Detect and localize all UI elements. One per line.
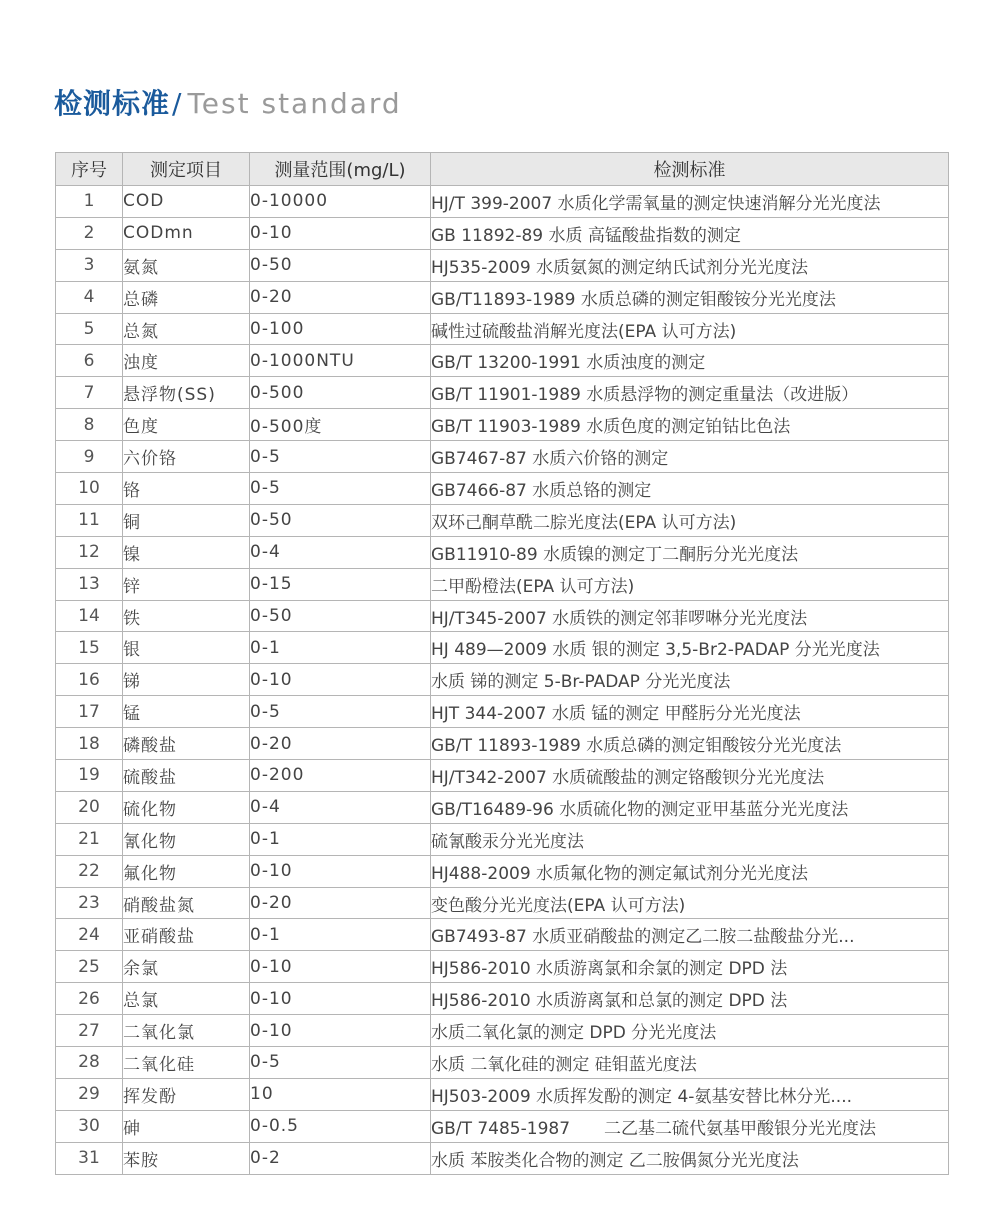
- table-row: [56, 760, 949, 792]
- row-method: 水质二氧化氯的测定 DPD 分光光度法: [431, 1015, 949, 1047]
- row-method: GB/T 11901-1989 水质悬浮物的测定重量法（改进版）: [431, 377, 949, 409]
- table-row: [56, 632, 949, 664]
- table-row: [56, 855, 949, 887]
- row-index: 1: [56, 186, 123, 218]
- table-row: [56, 791, 949, 823]
- row-item: 硫酸盐: [123, 760, 250, 792]
- row-method: 水质 苯胺类化合物的测定 乙二胺偶氮分光光度法: [431, 1142, 949, 1174]
- row-item: 色度: [123, 409, 250, 441]
- table-header-row: [56, 153, 949, 186]
- header-index: 序号: [56, 153, 123, 186]
- row-index: 30: [56, 1110, 123, 1142]
- table-row: [56, 504, 949, 536]
- row-method: HJ/T345-2007 水质铁的测定邻菲啰啉分光光度法: [431, 600, 949, 632]
- row-item: CODmn: [123, 217, 250, 249]
- row-range: 0-2: [250, 1142, 431, 1174]
- row-item: 锑: [123, 664, 250, 696]
- header-range: 测量范围(mg/L): [250, 153, 431, 186]
- table-row: [56, 377, 949, 409]
- table-row: [56, 728, 949, 760]
- row-index: 10: [56, 473, 123, 505]
- row-index: 4: [56, 281, 123, 313]
- row-range: 0-4: [250, 536, 431, 568]
- row-method: HJ/T 399-2007 水质化学需氧量的测定快速消解分光光度法: [431, 186, 949, 218]
- row-method: 双环己酮草酰二腙光度法(EPA 认可方法): [431, 504, 949, 536]
- table-row: [56, 249, 949, 281]
- row-method: GB 11892-89 水质 高锰酸盐指数的测定: [431, 217, 949, 249]
- row-index: 13: [56, 568, 123, 600]
- row-item: 银: [123, 632, 250, 664]
- row-item: 氨氮: [123, 249, 250, 281]
- row-method: GB7467-87 水质六价铬的测定: [431, 441, 949, 473]
- row-item: 二氧化氯: [123, 1015, 250, 1047]
- row-range: 0-1: [250, 823, 431, 855]
- table-row: [56, 186, 949, 218]
- test-standard-table: [55, 152, 949, 1175]
- heading-english: Test standard: [187, 87, 402, 120]
- row-range: 0-10: [250, 1015, 431, 1047]
- row-item: 余氯: [123, 951, 250, 983]
- row-range: 0-50: [250, 600, 431, 632]
- table-row: [56, 919, 949, 951]
- row-index: 5: [56, 313, 123, 345]
- row-range: 0-10: [250, 664, 431, 696]
- row-item: 铜: [123, 504, 250, 536]
- row-method: GB/T16489-96 水质硫化物的测定亚甲基蓝分光光度法: [431, 791, 949, 823]
- row-index: 9: [56, 441, 123, 473]
- row-range: 0-10: [250, 855, 431, 887]
- table-body: [56, 186, 949, 1175]
- row-index: 14: [56, 600, 123, 632]
- row-item: 总氮: [123, 313, 250, 345]
- table-row: [56, 951, 949, 983]
- row-item: 亚硝酸盐: [123, 919, 250, 951]
- row-range: 0-5: [250, 696, 431, 728]
- row-index: 7: [56, 377, 123, 409]
- row-range: 0-5: [250, 473, 431, 505]
- row-item: 六价铬: [123, 441, 250, 473]
- table-row: [56, 823, 949, 855]
- row-range: 0-50: [250, 249, 431, 281]
- row-method: 硫氰酸汞分光光度法: [431, 823, 949, 855]
- table-row: [56, 1078, 949, 1110]
- row-range: 0-20: [250, 887, 431, 919]
- row-item: 锰: [123, 696, 250, 728]
- row-method: 二甲酚橙法(EPA 认可方法): [431, 568, 949, 600]
- table-row: [56, 887, 949, 919]
- row-item: 氟化物: [123, 855, 250, 887]
- row-index: 15: [56, 632, 123, 664]
- table-row: [56, 664, 949, 696]
- row-item: 磷酸盐: [123, 728, 250, 760]
- row-method: GB7493-87 水质亚硝酸盐的测定乙二胺二盐酸盐分光...: [431, 919, 949, 951]
- row-item: 挥发酚: [123, 1078, 250, 1110]
- row-range: 0-10: [250, 951, 431, 983]
- row-item: 铬: [123, 473, 250, 505]
- row-item: 铁: [123, 600, 250, 632]
- page-heading: [54, 82, 402, 122]
- row-index: 12: [56, 536, 123, 568]
- row-range: 0-10: [250, 217, 431, 249]
- row-method: 变色酸分光光度法(EPA 认可方法): [431, 887, 949, 919]
- header-method: 检测标准: [431, 153, 949, 186]
- row-item: 悬浮物(SS): [123, 377, 250, 409]
- row-range: 0-50: [250, 504, 431, 536]
- row-method: GB11910-89 水质镍的测定丁二酮肟分光光度法: [431, 536, 949, 568]
- row-index: 23: [56, 887, 123, 919]
- row-range: 0-0.5: [250, 1110, 431, 1142]
- header-item: 测定项目: [123, 153, 250, 186]
- row-index: 22: [56, 855, 123, 887]
- table-row: [56, 409, 949, 441]
- row-range: 0-5: [250, 1047, 431, 1079]
- row-range: 0-4: [250, 791, 431, 823]
- row-index: 21: [56, 823, 123, 855]
- heading-slash: /: [172, 87, 182, 120]
- table-row: [56, 1047, 949, 1079]
- row-item: 总氯: [123, 983, 250, 1015]
- row-index: 26: [56, 983, 123, 1015]
- row-index: 28: [56, 1047, 123, 1079]
- table-row: [56, 1142, 949, 1174]
- row-method: GB/T 13200-1991 水质浊度的测定: [431, 345, 949, 377]
- row-index: 25: [56, 951, 123, 983]
- table-row: [56, 217, 949, 249]
- table-row: [56, 983, 949, 1015]
- row-item: 总磷: [123, 281, 250, 313]
- row-method: HJT 344-2007 水质 锰的测定 甲醛肟分光光度法: [431, 696, 949, 728]
- row-index: 3: [56, 249, 123, 281]
- row-method: GB/T 11893-1989 水质总磷的测定钼酸铵分光光度法: [431, 728, 949, 760]
- row-item: 硝酸盐氮: [123, 887, 250, 919]
- row-method: HJ586-2010 水质游离氯和余氯的测定 DPD 法: [431, 951, 949, 983]
- row-range: 0-500: [250, 377, 431, 409]
- row-method: 水质 锑的测定 5-Br-PADAP 分光光度法: [431, 664, 949, 696]
- row-method: HJ 489—2009 水质 银的测定 3,5-Br2-PADAP 分光光度法: [431, 632, 949, 664]
- row-range: 0-20: [250, 728, 431, 760]
- table-row: [56, 345, 949, 377]
- row-index: 19: [56, 760, 123, 792]
- table-row: [56, 281, 949, 313]
- row-method: HJ488-2009 水质氟化物的测定氟试剂分光光度法: [431, 855, 949, 887]
- table-row: [56, 441, 949, 473]
- table-row: [56, 600, 949, 632]
- row-index: 29: [56, 1078, 123, 1110]
- row-range: 0-10000: [250, 186, 431, 218]
- row-range: 0-100: [250, 313, 431, 345]
- row-item: 镍: [123, 536, 250, 568]
- row-range: 0-10: [250, 983, 431, 1015]
- table-row: [56, 568, 949, 600]
- row-range: 0-5: [250, 441, 431, 473]
- row-method: GB/T 7485-1987 二乙基二硫代氨基甲酸银分光光度法: [431, 1110, 949, 1142]
- row-range: 0-1000NTU: [250, 345, 431, 377]
- row-index: 6: [56, 345, 123, 377]
- row-range: 0-1: [250, 919, 431, 951]
- row-index: 8: [56, 409, 123, 441]
- row-method: GB7466-87 水质总铬的测定: [431, 473, 949, 505]
- table-row: [56, 1110, 949, 1142]
- row-method: HJ535-2009 水质氨氮的测定纳氏试剂分光光度法: [431, 249, 949, 281]
- row-item: 锌: [123, 568, 250, 600]
- table-row: [56, 1015, 949, 1047]
- row-index: 24: [56, 919, 123, 951]
- row-index: 27: [56, 1015, 123, 1047]
- row-method: 水质 二氧化硅的测定 硅钼蓝光度法: [431, 1047, 949, 1079]
- row-index: 11: [56, 504, 123, 536]
- row-range: 0-15: [250, 568, 431, 600]
- row-item: 砷: [123, 1110, 250, 1142]
- row-range: 0-500度: [250, 409, 431, 441]
- row-method: GB/T11893-1989 水质总磷的测定钼酸铵分光光度法: [431, 281, 949, 313]
- row-index: 31: [56, 1142, 123, 1174]
- row-method: 碱性过硫酸盐消解光度法(EPA 认可方法): [431, 313, 949, 345]
- table-row: [56, 313, 949, 345]
- row-method: GB/T 11903-1989 水质色度的测定铂钴比色法: [431, 409, 949, 441]
- row-item: 二氧化硅: [123, 1047, 250, 1079]
- row-index: 18: [56, 728, 123, 760]
- table-row: [56, 696, 949, 728]
- row-range: 10: [250, 1078, 431, 1110]
- row-range: 0-20: [250, 281, 431, 313]
- row-item: 硫化物: [123, 791, 250, 823]
- row-item: 氰化物: [123, 823, 250, 855]
- row-index: 16: [56, 664, 123, 696]
- row-index: 20: [56, 791, 123, 823]
- table-row: [56, 536, 949, 568]
- row-method: HJ586-2010 水质游离氯和总氯的测定 DPD 法: [431, 983, 949, 1015]
- row-index: 17: [56, 696, 123, 728]
- row-range: 0-1: [250, 632, 431, 664]
- row-item: 浊度: [123, 345, 250, 377]
- row-method: HJ503-2009 水质挥发酚的测定 4-氨基安替比林分光....: [431, 1078, 949, 1110]
- row-method: HJ/T342-2007 水质硫酸盐的测定铬酸钡分光光度法: [431, 760, 949, 792]
- row-item: COD: [123, 186, 250, 218]
- row-index: 2: [56, 217, 123, 249]
- row-item: 苯胺: [123, 1142, 250, 1174]
- table-row: [56, 473, 949, 505]
- heading-chinese: 检测标准: [54, 87, 171, 120]
- row-range: 0-200: [250, 760, 431, 792]
